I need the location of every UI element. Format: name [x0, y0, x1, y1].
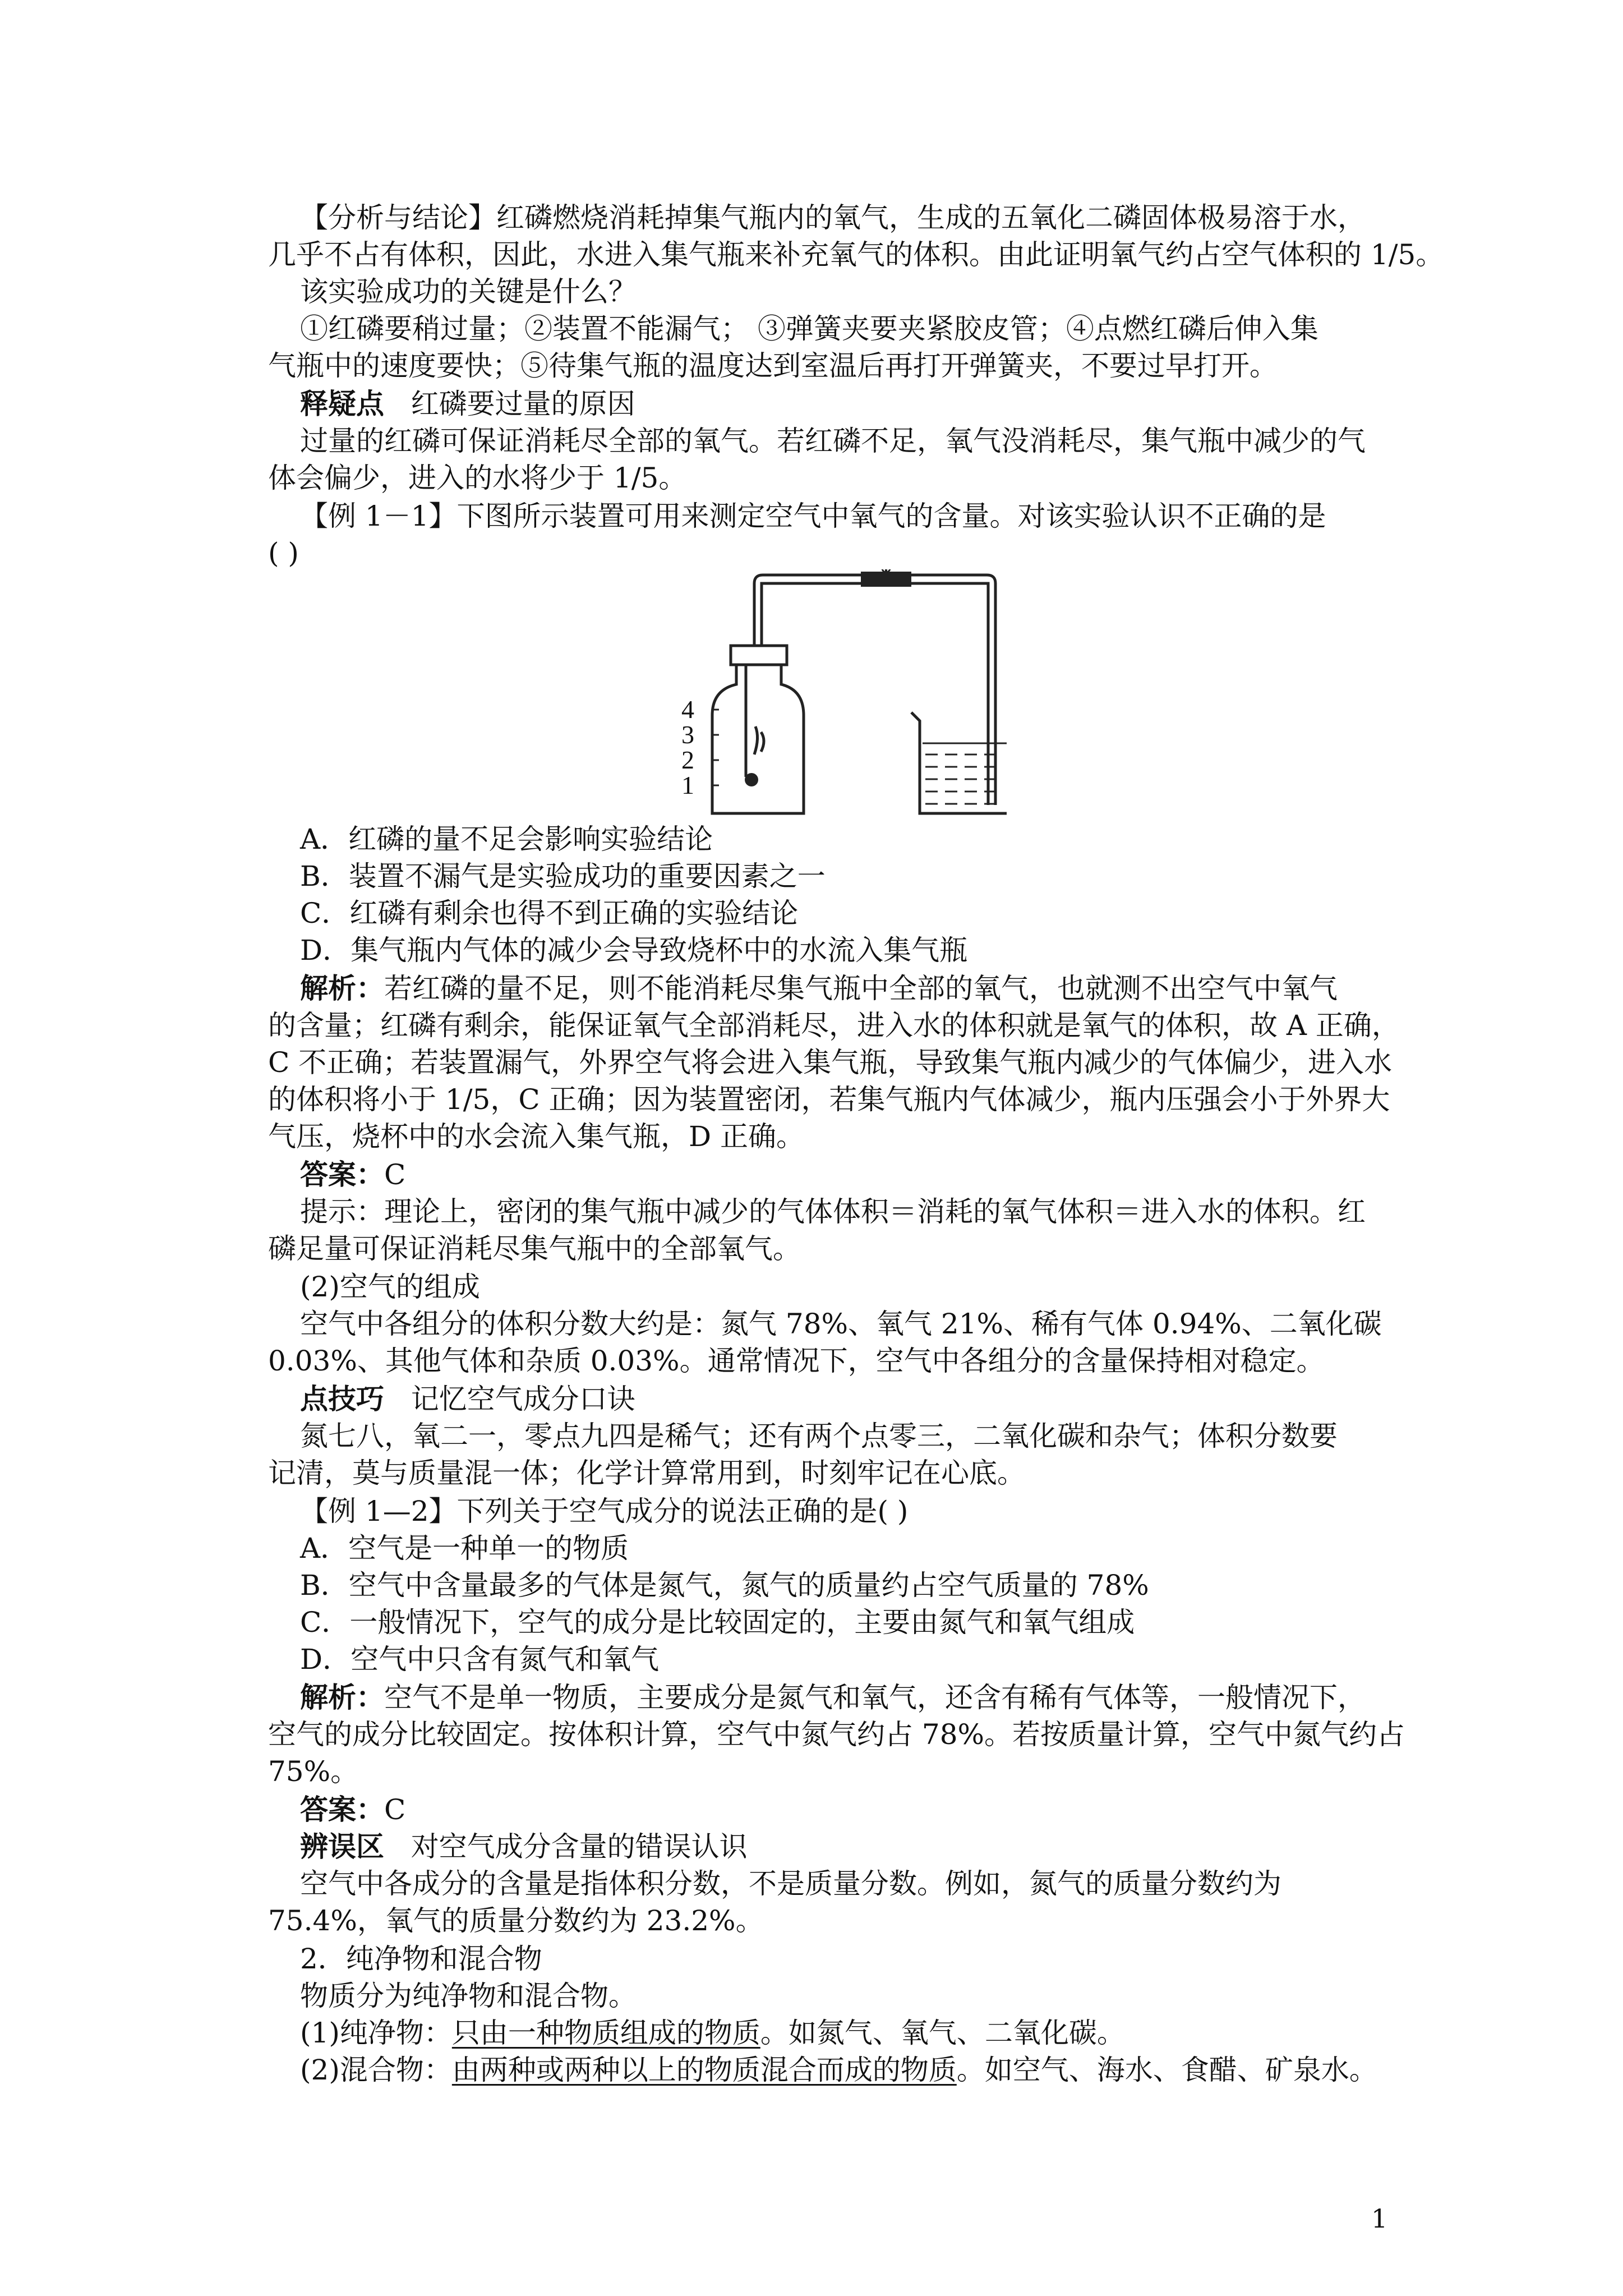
bottle-stopper: [731, 646, 787, 665]
text-line: 空气中各成分的含量是指体积分数，不是质量分数。例如，氮气的质量分数约为: [300, 1867, 1281, 1900]
answer-line: 答案：C: [300, 1158, 406, 1191]
option-a: A．红磷的量不足会影响实验结论: [300, 823, 713, 855]
text-line: 的体积将小于 1/5，C 正确；因为装置密闭，若集气瓶内气体减少，瓶内压强会小于外界大: [268, 1083, 1390, 1116]
red-phosphorus: [745, 773, 758, 786]
option-b: B．空气中含量最多的气体是氮气，氮气的质量约占空气质量的 78%: [300, 1569, 1149, 1602]
definition-line: (1)纯净物：只由一种物质组成的物质。如氮气、氧气、二氧化碳。: [300, 2017, 1125, 2049]
tip-heading: 点技巧 记忆空气成分口诀: [300, 1382, 635, 1415]
option-b: B．装置不漏气是实验成功的重要因素之一: [300, 860, 826, 892]
delivery-tube-inner: [762, 583, 988, 805]
text-line: ①红磷要稍过量；②装置不能漏气； ③弹簧夹要夹紧胶皮管；④点燃红磷后伸入集: [300, 312, 1318, 345]
text-line: C 不正确；若装置漏气，外界空气将会进入集气瓶，导致集气瓶内减少的气体偏少，进入水: [268, 1046, 1393, 1079]
option-c: C．红磷有剩余也得不到正确的实验结论: [300, 897, 799, 930]
tip-heading: 释疑点 红磷要过量的原因: [300, 387, 635, 420]
text-line: 记清，莫与质量混一体；化学计算常用到，时刻牢记在心底。: [268, 1457, 1025, 1489]
delivery-tube: [754, 575, 995, 805]
section-heading: (2)空气的组成: [300, 1271, 480, 1303]
option-a: A．空气是一种单一的物质: [300, 1532, 629, 1565]
text-line: 氮七八，氧二一，零点九四是稀气；还有两个点零三，二氧化碳和杂气；体积分数要: [300, 1420, 1338, 1452]
apparatus-diagram: [670, 569, 1007, 819]
text-line: 75%。: [268, 1755, 359, 1788]
text-line: 体会偏少，进入的水将少于 1/5。: [268, 462, 687, 494]
scale-label-4: 4: [681, 695, 694, 724]
definition-line: (2)混合物：由两种或两种以上的物质混合而成的物质。如空气、海水、食醋、矿泉水。: [300, 2054, 1377, 2086]
text-line: 空气的成分比较固定。按体积计算，空气中氮气约占 78%。若按质量计算，空气中氮气约占: [268, 1718, 1405, 1751]
tip-heading: 辨误区 对空气成分含量的错误认识: [300, 1830, 748, 1863]
text-line: 的含量；红磷有剩余，能保证氧气全部消耗尽，进入水的体积就是氧气的体积，故 A 正确，: [268, 1009, 1400, 1042]
section-heading: 2．纯净物和混合物: [300, 1943, 542, 1975]
text-line: 气瓶中的速度要快；⑤待集气瓶的温度达到室温后再打开弹簧夹，不要过早打开。: [268, 349, 1278, 382]
scale-label-1: 1: [681, 771, 694, 799]
scale-label-2: 2: [681, 746, 694, 774]
answer-bracket: ( ): [268, 537, 299, 569]
option-c: C．一般情况下，空气的成分是比较固定的，主要由氮气和氧气组成: [300, 1606, 1135, 1639]
text-line: 【分析与结论】红磷燃烧消耗掉集气瓶内的氧气，生成的五氧化二磷固体极易溶于水，: [300, 201, 1366, 234]
scale-label-3: 3: [681, 720, 694, 749]
spring-clamp: [861, 569, 911, 587]
example-title: 【例 1－1】下图所示装置可用来测定空气中氧气的含量。对该实验认识不正确的是: [300, 500, 1326, 532]
page-number: 1: [1371, 2203, 1388, 2234]
analysis-line: 解析：若红磷的量不足，则不能消耗尽集气瓶中全部的氧气，也就测不出空气中氧气: [300, 972, 1338, 1005]
flame-icon: [754, 726, 764, 754]
text-line: 过量的红磷可保证消耗尽全部的氧气。若红磷不足，氧气没消耗尽，集气瓶中减少的气: [300, 425, 1366, 457]
text-line: 空气中各组分的体积分数大约是：氮气 78%、氧气 21%、稀有气体 0.94%、二氧化碳: [300, 1308, 1382, 1340]
text-line: 0.03%、其他气体和杂质 0.03%。通常情况下，空气中各组分的含量保持相对稳定。: [268, 1345, 1325, 1377]
text-line: 物质分为纯净物和混合物。: [300, 1980, 637, 2012]
example-title: 【例 1—2】下列关于空气成分的说法正确的是( ): [300, 1495, 909, 1527]
text-line: 几乎不占有体积，因此，水进入集气瓶来补充氧气的体积。由此证明氧气约占空气体积的 1/5。: [268, 238, 1444, 271]
text-line: 该实验成功的关键是什么？: [300, 275, 637, 308]
text-line: 75.4%，氧气的质量分数约为 23.2%。: [268, 1904, 764, 1937]
option-d: D．空气中只含有氮气和氧气: [300, 1643, 660, 1676]
text-line: 磷足量可保证消耗尽集气瓶中的全部氧气。: [268, 1232, 801, 1265]
analysis-line: 解析：空气不是单一物质，主要成分是氮气和氧气，还含有稀有气体等，一般情况下，: [300, 1681, 1366, 1714]
text-line: 气压，烧杯中的水会流入集气瓶，D 正确。: [268, 1120, 804, 1153]
answer-line: 答案：C: [300, 1793, 406, 1826]
beaker: [911, 712, 1007, 813]
text-line: 提示：理论上，密闭的集气瓶中减少的气体体积＝消耗的氧气体积＝进入水的体积。红: [300, 1195, 1366, 1228]
option-d: D．集气瓶内气体的减少会导致烧杯中的水流入集气瓶: [300, 934, 968, 967]
